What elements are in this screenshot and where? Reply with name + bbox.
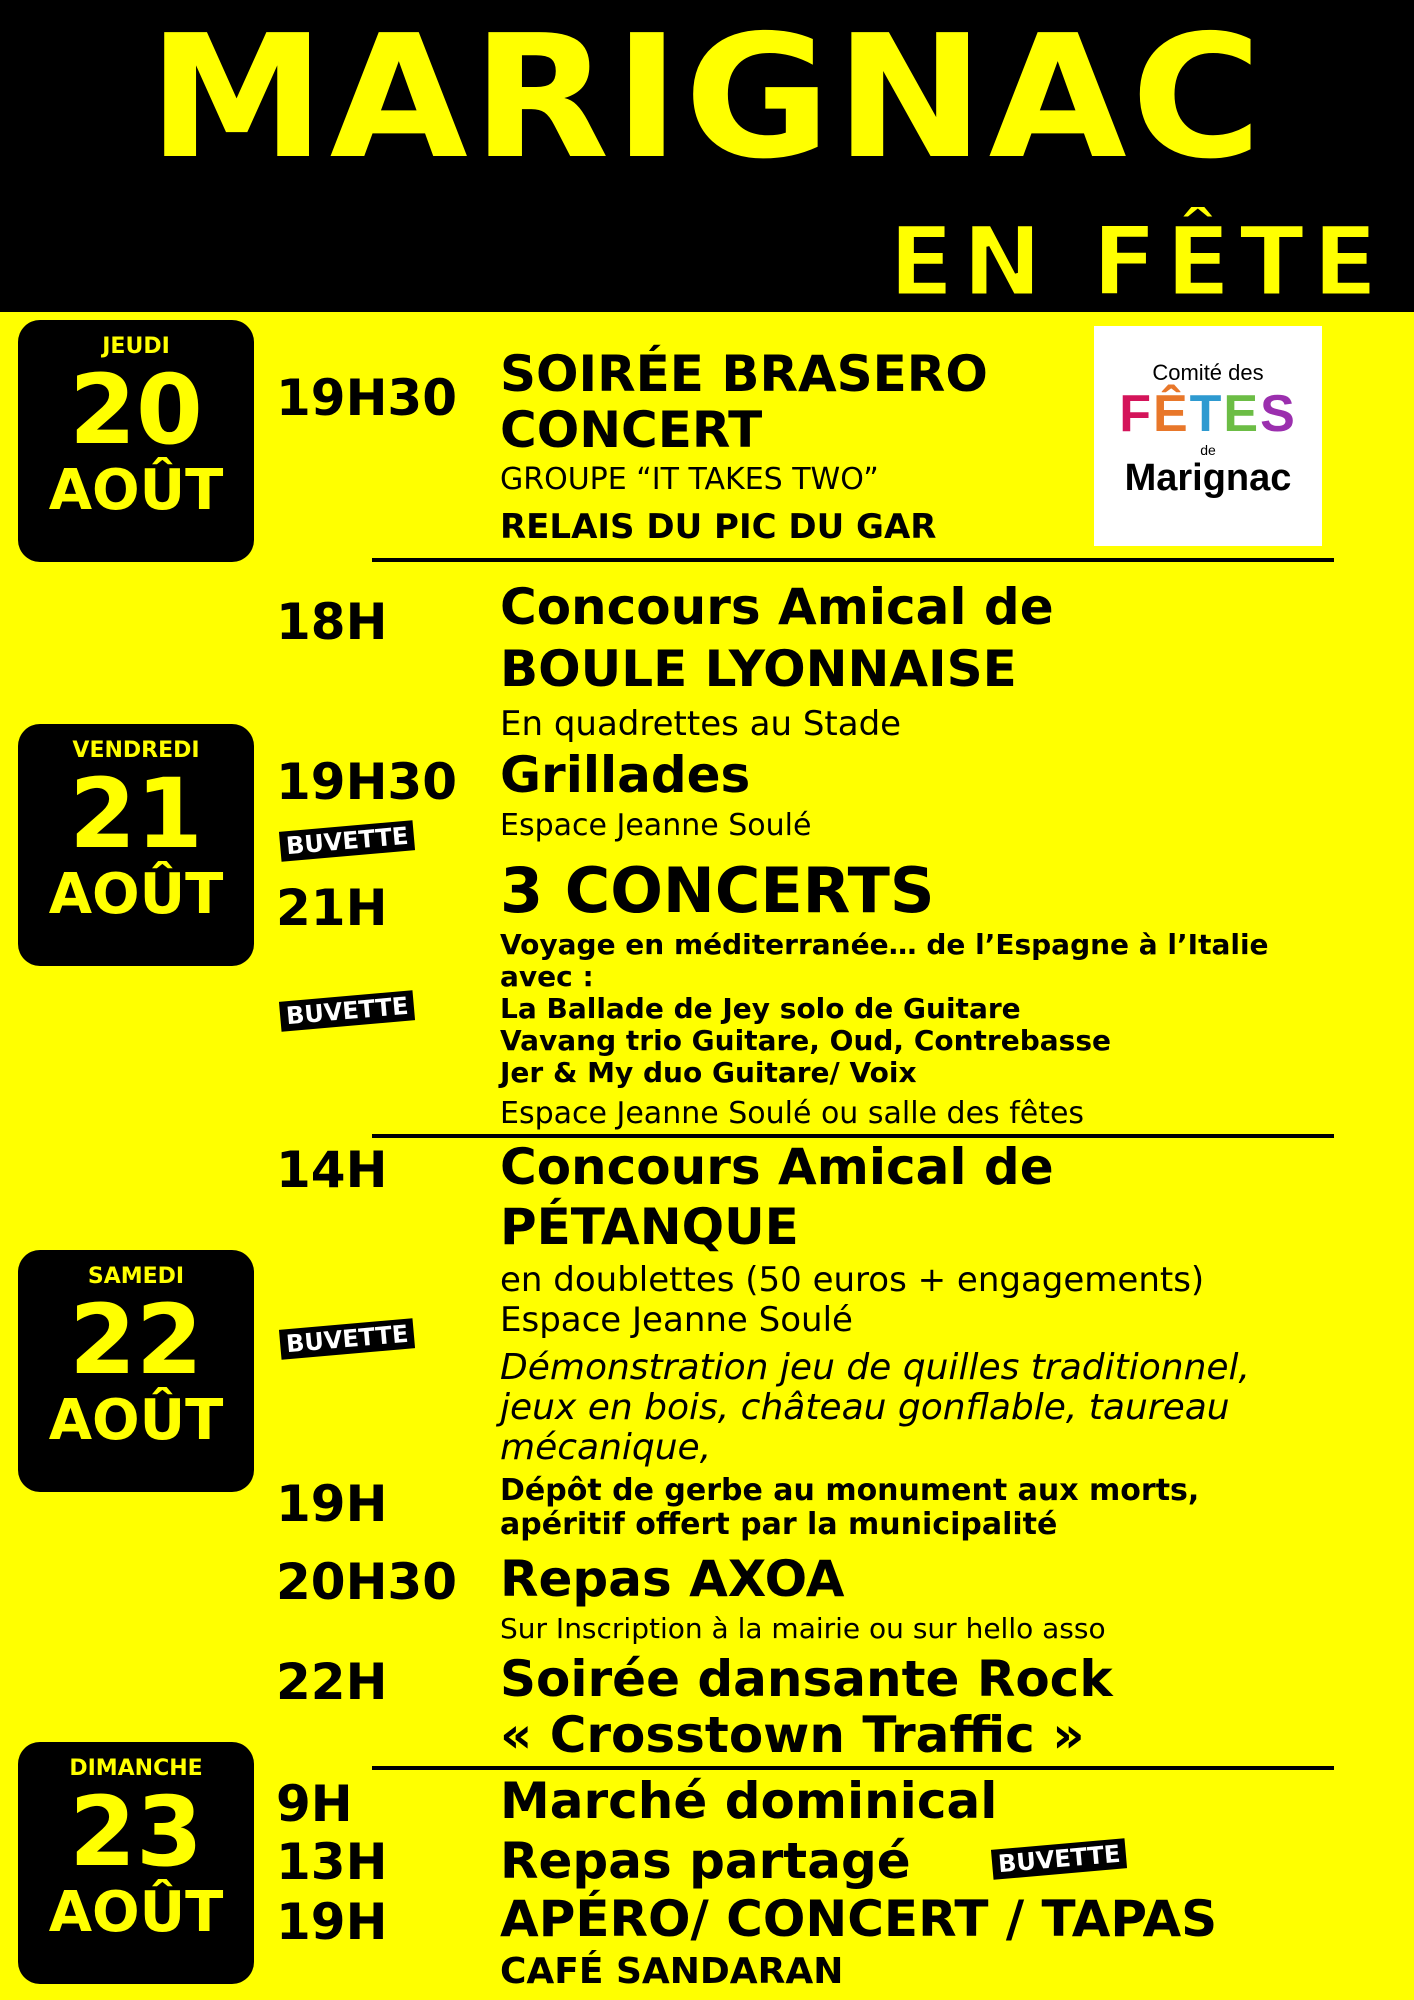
event-title: Repas AXOA bbox=[500, 1550, 845, 1608]
event-time: 20H30 bbox=[276, 1553, 458, 1611]
event-time: 18H bbox=[276, 593, 388, 651]
logo-line-4: Marignac bbox=[1124, 457, 1292, 499]
event-place: CAFÉ SANDARAN bbox=[500, 1951, 844, 1992]
logo-line-1: Comité des bbox=[1152, 360, 1264, 385]
event-detail: avec : bbox=[500, 960, 594, 993]
event-time: 19H bbox=[276, 1475, 388, 1533]
date-box-friday bbox=[18, 724, 254, 966]
comite-des-fetes-logo bbox=[1094, 326, 1322, 546]
buvette-badge: BUVETTE bbox=[279, 820, 416, 862]
event-title: Marché dominical bbox=[500, 1772, 998, 1830]
date-box-thursday bbox=[18, 320, 254, 562]
event-time: 14H bbox=[276, 1141, 388, 1199]
event-title: PÉTANQUE bbox=[500, 1198, 799, 1256]
date-month: AOÛT bbox=[48, 1880, 224, 1945]
event-place: Espace Jeanne Soulé ou salle des fêtes bbox=[500, 1096, 1085, 1131]
buvette-badge: BUVETTE bbox=[991, 1838, 1128, 1880]
date-number: 23 bbox=[69, 1776, 203, 1888]
logo-line-3: de bbox=[1200, 442, 1216, 458]
event-time: 13H bbox=[276, 1833, 388, 1891]
event-title: Dépôt de gerbe au monument aux morts, bbox=[500, 1473, 1200, 1508]
date-number: 21 bbox=[69, 758, 203, 870]
event-detail: La Ballade de Jey solo de Guitare bbox=[500, 992, 1021, 1025]
divider bbox=[372, 1766, 1334, 1770]
event-time: 19H30 bbox=[276, 369, 458, 427]
event-detail: Démonstration jeu de quilles traditionnel, bbox=[500, 1347, 1250, 1388]
event-title: Grillades bbox=[500, 746, 751, 804]
event-place: Espace Jeanne Soulé bbox=[500, 1300, 853, 1340]
event-time: 9H bbox=[276, 1775, 353, 1833]
page-subtitle: EN FÊTE bbox=[888, 206, 1386, 318]
event-title: « Crosstown Traffic » bbox=[500, 1706, 1085, 1764]
event-detail: Espace Jeanne Soulé bbox=[500, 808, 812, 843]
divider bbox=[372, 558, 1334, 562]
event-title: Concours Amical de bbox=[500, 578, 1054, 636]
event-title: Repas partagé bbox=[500, 1832, 911, 1890]
buvette-badge: BUVETTE bbox=[279, 1318, 416, 1360]
date-month: AOÛT bbox=[48, 1388, 224, 1453]
date-day: DIMANCHE bbox=[69, 1756, 203, 1781]
event-time: 19H30 bbox=[276, 753, 458, 811]
event-title: BOULE LYONNAISE bbox=[500, 640, 1017, 698]
event-time: 21H bbox=[276, 879, 388, 937]
event-detail: GROUPE “IT TAKES TWO” bbox=[500, 462, 879, 497]
event-title: SOIRÉE BRASERO bbox=[500, 345, 988, 403]
date-day: SAMEDI bbox=[87, 1264, 185, 1289]
date-number: 22 bbox=[69, 1284, 203, 1396]
event-time: 19H bbox=[276, 1893, 388, 1951]
event-detail: Sur Inscription à la mairie ou sur hello asso bbox=[500, 1612, 1106, 1645]
date-day: JEUDI bbox=[102, 334, 170, 359]
logo-line-2: FÊTES bbox=[1119, 385, 1297, 443]
event-title: APÉRO/ CONCERT / TAPAS bbox=[500, 1890, 1218, 1948]
page-title: MARIGNAC bbox=[147, 0, 1267, 197]
date-month: AOÛT bbox=[48, 458, 224, 523]
date-number: 20 bbox=[69, 354, 203, 466]
event-detail: en doublettes (50 euros + engagements) bbox=[500, 1260, 1205, 1300]
date-box-saturday bbox=[18, 1250, 254, 1492]
date-day: VENDREDI bbox=[72, 738, 200, 763]
event-detail: mécanique, bbox=[500, 1427, 712, 1468]
date-month: AOÛT bbox=[48, 862, 224, 927]
event-detail: Vavang trio Guitare, Oud, Contrebasse bbox=[500, 1024, 1111, 1057]
event-detail: Voyage en méditerranée… de l’Espagne à l’Italie bbox=[500, 928, 1269, 961]
event-detail: jeux en bois, château gonflable, taureau bbox=[500, 1387, 1230, 1428]
event-title: CONCERT bbox=[500, 401, 763, 459]
date-box-sunday bbox=[18, 1742, 254, 1984]
event-title: apéritif offert par la municipalité bbox=[500, 1507, 1058, 1542]
event-place: RELAIS DU PIC DU GAR bbox=[500, 507, 937, 547]
event-detail: En quadrettes au Stade bbox=[500, 704, 902, 744]
event-title: Soirée dansante Rock bbox=[500, 1650, 1113, 1708]
event-detail: Jer & My duo Guitare/ Voix bbox=[500, 1056, 917, 1089]
event-title: 3 CONCERTS bbox=[500, 854, 935, 927]
event-time: 22H bbox=[276, 1653, 388, 1711]
buvette-badge: BUVETTE bbox=[279, 990, 416, 1032]
event-title: Concours Amical de bbox=[500, 1138, 1054, 1196]
